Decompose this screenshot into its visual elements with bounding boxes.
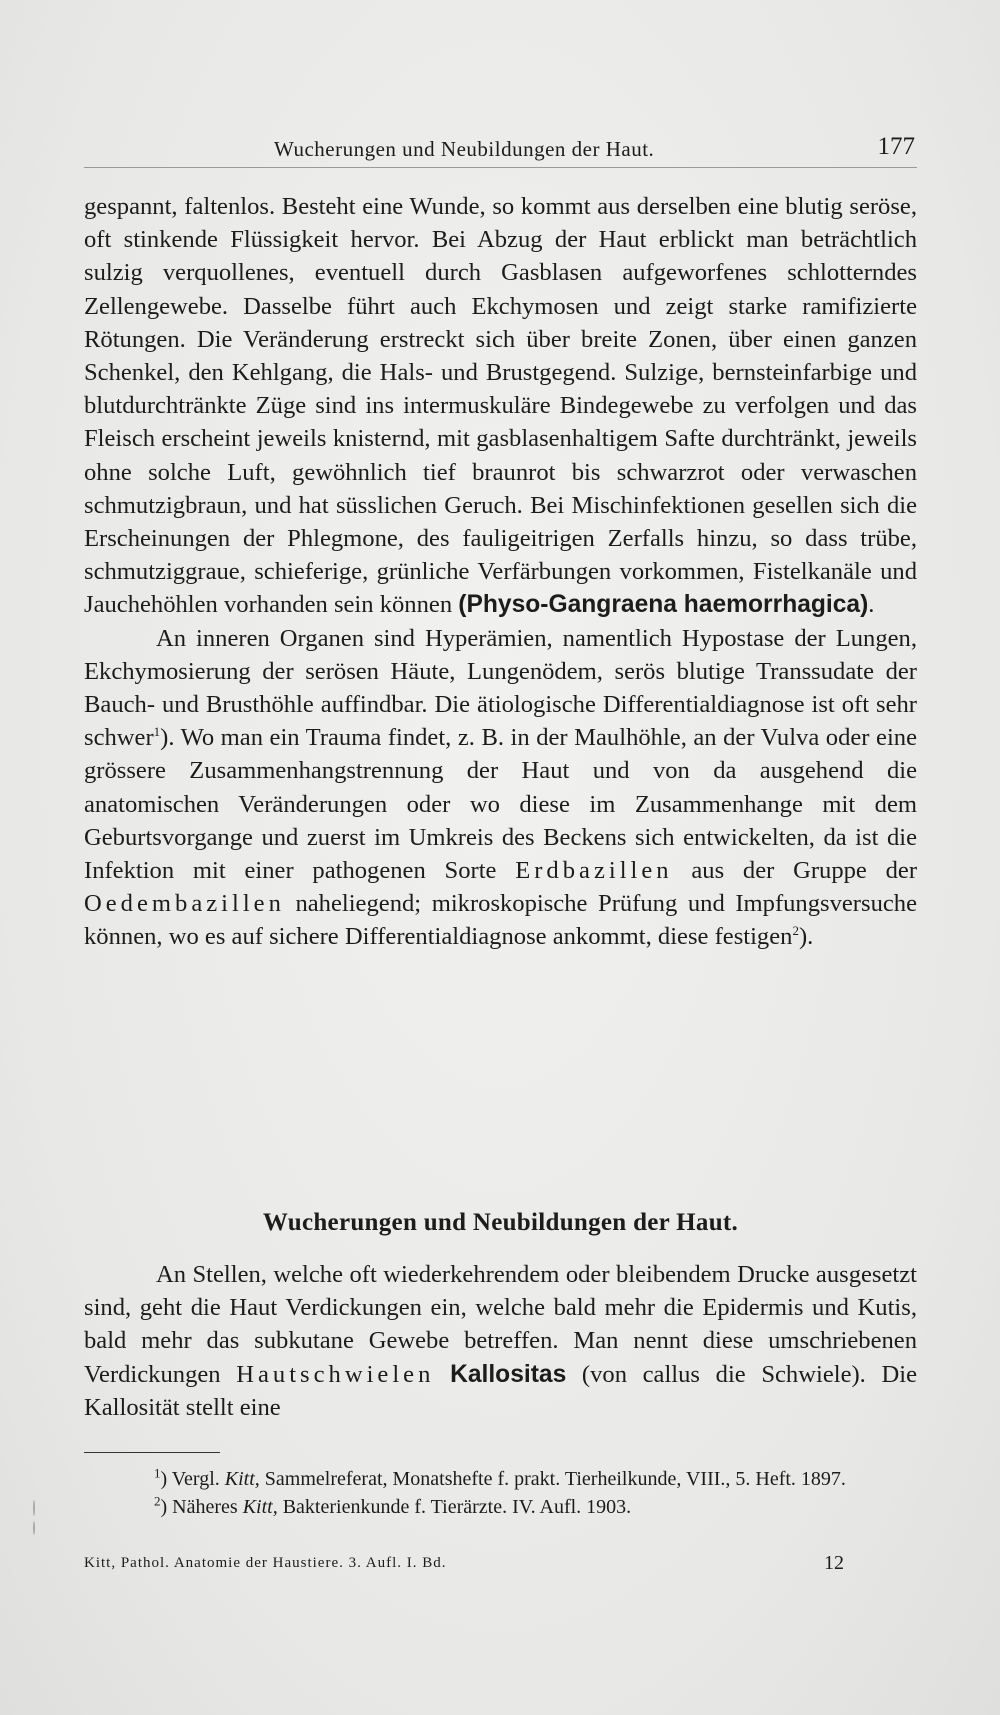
paragraph-3-part2: (von callus die Schwiele). Die Kallosität stellt eine [84,1360,917,1421]
main-text-block [84,190,917,954]
footnote-ref-1: 1 [153,724,161,740]
footnote-divider [84,1452,220,1453]
paragraph-2-part2: ). Wo man ein Trauma findet, z. B. in der Maulhöhle, an der Vulva oder eine grössere Zusammenhangstrennung der Haut und von da ausgehend die anatomischen Veränderungen oder wo diese im Zusammenhange mit dem Geburtsvorgange und zuerst im Umkreis des Beckens sich entwickelten, da ist die Infektion mit einer pathogenen Sorte [84,724,917,885]
paragraph-2-part4: naheliegend; mikroskopische Prüfung und Impfungsversuche können, wo es auf sichere Differentialdiagnose ankommt, diese festigen [84,890,917,951]
signature-text: Kitt, Pathol. Anatomie der Haustiere. 3. Aufl. I. Bd. [84,1555,447,1571]
paragraph-1 [84,190,917,622]
section-heading: Wucherungen und Neubildungen der Haut. [262,1209,739,1236]
footnote-1-post: Sammelreferat, Monatshefte f. prakt. Tierheilkunde, VIII., 5. Heft. 1897. [264,1468,846,1490]
spaced-term-oedembazillen: Oedembazillen [84,890,285,918]
footnote-1-author: Kitt, [224,1468,260,1490]
footnote-ref-2: 2 [792,923,799,939]
footnote-1-pre: ) Vergl. [160,1468,220,1490]
section-text-block [84,1258,917,1424]
paragraph-2-part1: An inneren Organen sind Hyperämien, namentlich Hypostase der Lungen, Ekchymosierung der serösen Häute, Lungenödem, serös blutige Transsudate der Bauch- und Brusthöhle auffindbar. Die ätiologische Differentialdiagnose ist oft sehr schwer [84,624,917,752]
paragraph-3-part1: An Stellen, welche oft wiederkehrendem oder bleibendem Drucke ausgesetzt sind, geht die Haut Verdickungen ein, welche bald mehr die Epidermis und Kutis, bald mehr das subkutane Gewebe betreffen. Man nennt diese umschriebenen Verdickungen [84,1261,917,1388]
footnote-2-pre: ) Näheres [160,1496,238,1518]
footnote-2-marker: 2 [154,1493,161,1509]
running-head-title: Wucherungen und Neubildungen der Haut. [274,137,655,161]
latin-term-kallositas: Kallositas [450,1360,567,1388]
footnote-1-marker: 1 [154,1465,161,1481]
paragraph-1-end: . [868,591,875,619]
paragraph-1-text: gespannt, faltenlos. Besteht eine Wunde, so kommt aus derselben eine blutig seröse, oft stinkende Flüssigkeit hervor. Bei Abzug der Haut erblickt man beträchtlich sulzig verquollenes, eventuell durch Gasblasen aufgeworfenes schlotterndes Zellengewebe. Dasselbe führt auch Ekchymosen und zeigt starke ramifizierte Rötungen. Die Veränderung erstreckt sich über breite Zonen, über einen ganzen Schenkel, den Kehlgang, die Hals- und Brustgegend. Sulzige, bernsteinfarbige und blutdurchtränkte Züge sind ins intermuskuläre Bindegewebe zu verfolgen und das Fleisch erscheint jeweils knisternd, mit gasblasenhaltigem Safte durchtränkt, jeweils ohne solche Luft, gewöhnlich tief braunrot bis schwarzrot oder verwaschen schmutzigbraun, und hat süsslichen Geruch. Bei Mischinfektionen gesellen sich die Erscheinungen der Phlegmone, des fauligeitrigen Zerfalls hinzu, so dass trübe, schmutziggraue, schieferige, grünliche Verfärbungen vorkommen, Fistelkanäle und Jauchehöhlen vorhanden sein können [84,193,917,619]
paragraph-3 [84,1258,917,1424]
footnote-2-author: Kitt, [242,1496,278,1518]
paragraph-2-part5: ). [798,923,814,951]
paper-speck [33,1521,35,1535]
footnote-2 [84,1493,917,1521]
spaced-term-hautschwielen: Hautschwielen [236,1360,435,1388]
spaced-term-erdbazillen: Erdbazillen [515,857,673,885]
paragraph-2 [84,622,917,954]
footnote-1 [84,1465,917,1493]
paragraph-2-part3: aus der Gruppe der [691,857,918,885]
printer-signature [84,1552,844,1574]
footnote-2-post: Bakterienkunde f. Tierärzte. IV. Aufl. 1903. [282,1496,632,1518]
latin-term-physo-gangraena: (Physo-Gangraena haemorrhagica) [458,591,869,619]
sheet-number: 12 [824,1552,844,1574]
paper-speck [33,1500,35,1516]
footnotes [84,1465,917,1521]
page-number: 177 [877,133,915,160]
running-head [84,131,917,168]
